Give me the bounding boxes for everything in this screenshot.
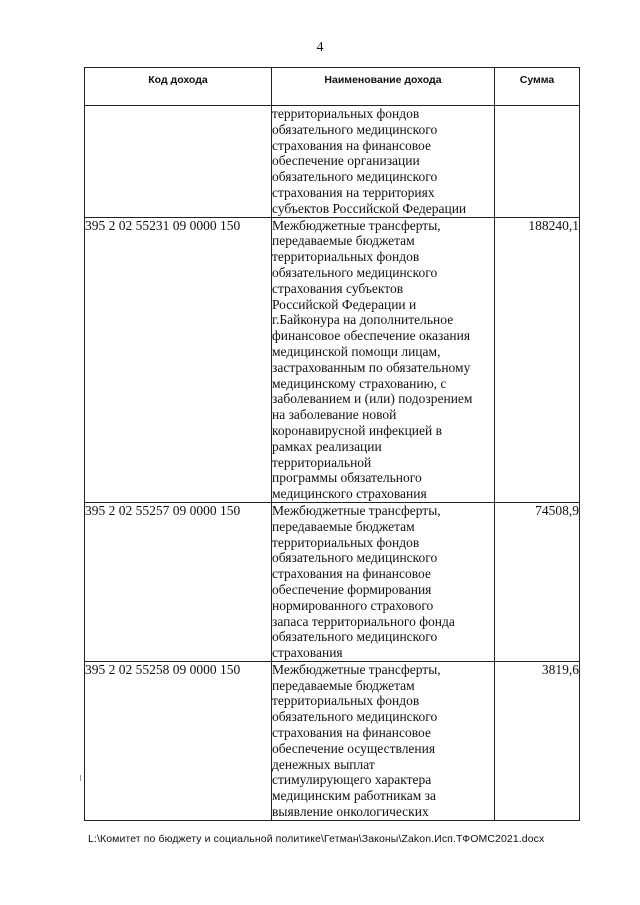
income-name-cell	[272, 502, 495, 661]
income-name-line: страхования субъектов	[272, 280, 404, 296]
income-name-line: обязательного медицинского	[272, 550, 438, 566]
income-code-cell: 395 2 02 55258 09 0000 150	[85, 661, 272, 820]
income-name-line: медицинским работникам за	[272, 788, 436, 804]
income-name-line: страхования на финансовое	[272, 137, 431, 153]
income-name-cell	[272, 106, 495, 218]
header-amount: Сумма	[495, 68, 580, 106]
income-name-line: страхования на территориях	[272, 184, 435, 200]
income-name-line: коронавирусной инфекцией в	[272, 422, 442, 438]
income-name-line: обязательного медицинского	[272, 264, 438, 280]
income-name-line: стимулирующего характера	[272, 772, 432, 788]
income-name-line: г.Байконура на дополнительное	[272, 312, 454, 328]
page-number: 4	[316, 40, 324, 55]
amount-cell: 3819,6	[495, 661, 580, 820]
income-name-line: страхования	[272, 645, 343, 661]
income-name-line: рамках реализации	[272, 438, 382, 454]
income-name-line: обеспечение формирования	[272, 581, 432, 597]
income-name-line: обеспечение организации	[272, 153, 420, 169]
income-name-line: запаса территориального фонда	[272, 613, 455, 629]
amount-cell: 188240,1	[495, 217, 580, 502]
income-code-cell: 395 2 02 55257 09 0000 150	[85, 502, 272, 661]
margin-mark	[80, 775, 81, 781]
header-income-code: Код дохода	[85, 68, 272, 106]
income-name-line: Межбюджетные трансферты,	[272, 502, 441, 518]
income-name-line: обязательного медицинского	[272, 169, 438, 185]
income-name-cell	[272, 661, 495, 820]
income-name-line: страхования на финансовое	[272, 566, 431, 582]
income-name-line: обеспечение осуществления	[272, 740, 436, 756]
income-name-line: денежных выплат	[272, 756, 375, 772]
income-name-line: медицинской помощи лицам,	[272, 343, 441, 359]
table-row	[85, 502, 580, 661]
table-row	[85, 661, 580, 820]
income-name-line: территориальных фондов	[272, 534, 420, 550]
income-table	[84, 67, 580, 821]
income-name-cell	[272, 217, 495, 502]
income-name-line: застрахованным по обязательному	[272, 359, 471, 375]
income-name-line: страхования на финансовое	[272, 725, 431, 741]
income-name-line: Межбюджетные трансферты,	[272, 217, 441, 233]
income-name-line: нормированного страхового	[272, 597, 434, 613]
income-name-line: обязательного медицинского	[272, 629, 438, 645]
amount-cell	[495, 106, 580, 218]
footer-file-path: L:\Комитет по бюджету и социальной политике\Гетман\Законы\Zakon.Исп.ТФОМС2021.docx	[88, 833, 545, 845]
income-name-line: передаваемые бюджетам	[272, 518, 415, 534]
income-name-line: программы обязательного	[272, 470, 422, 486]
income-name-line: территориальных фондов	[272, 106, 420, 121]
table-body	[85, 106, 580, 821]
income-name-line: Межбюджетные трансферты,	[272, 661, 441, 677]
income-code-cell: 395 2 02 55231 09 0000 150	[85, 217, 272, 502]
income-name-line: обязательного медицинского	[272, 709, 438, 725]
income-name-line: субъектов Российской Федерации	[272, 200, 467, 216]
income-name-line: заболеванием и (или) подозрением	[272, 391, 473, 407]
amount-cell: 74508,9	[495, 502, 580, 661]
income-name-line: медицинского страхования	[272, 486, 427, 502]
income-name-line: финансовое обеспечение оказания	[272, 328, 471, 344]
income-name-line: передаваемые бюджетам	[272, 233, 415, 249]
income-name-line: медицинскому страхованию, с	[272, 375, 447, 391]
table-header-row	[85, 68, 580, 106]
income-name-line: обязательного медицинского	[272, 121, 438, 137]
income-name-line: выявление онкологических	[272, 804, 429, 820]
income-name-line: Российской Федерации и	[272, 296, 417, 312]
income-code-cell	[85, 106, 272, 218]
income-name-line: территориальных фондов	[272, 693, 420, 709]
table-row	[85, 217, 580, 502]
header-income-name: Наименование дохода	[272, 68, 495, 106]
income-name-line: передаваемые бюджетам	[272, 677, 415, 693]
income-name-line: территориальных фондов	[272, 249, 420, 265]
table-row	[85, 106, 580, 218]
income-name-line: на заболевание новой	[272, 407, 397, 423]
income-name-line: территориальной	[272, 454, 372, 470]
